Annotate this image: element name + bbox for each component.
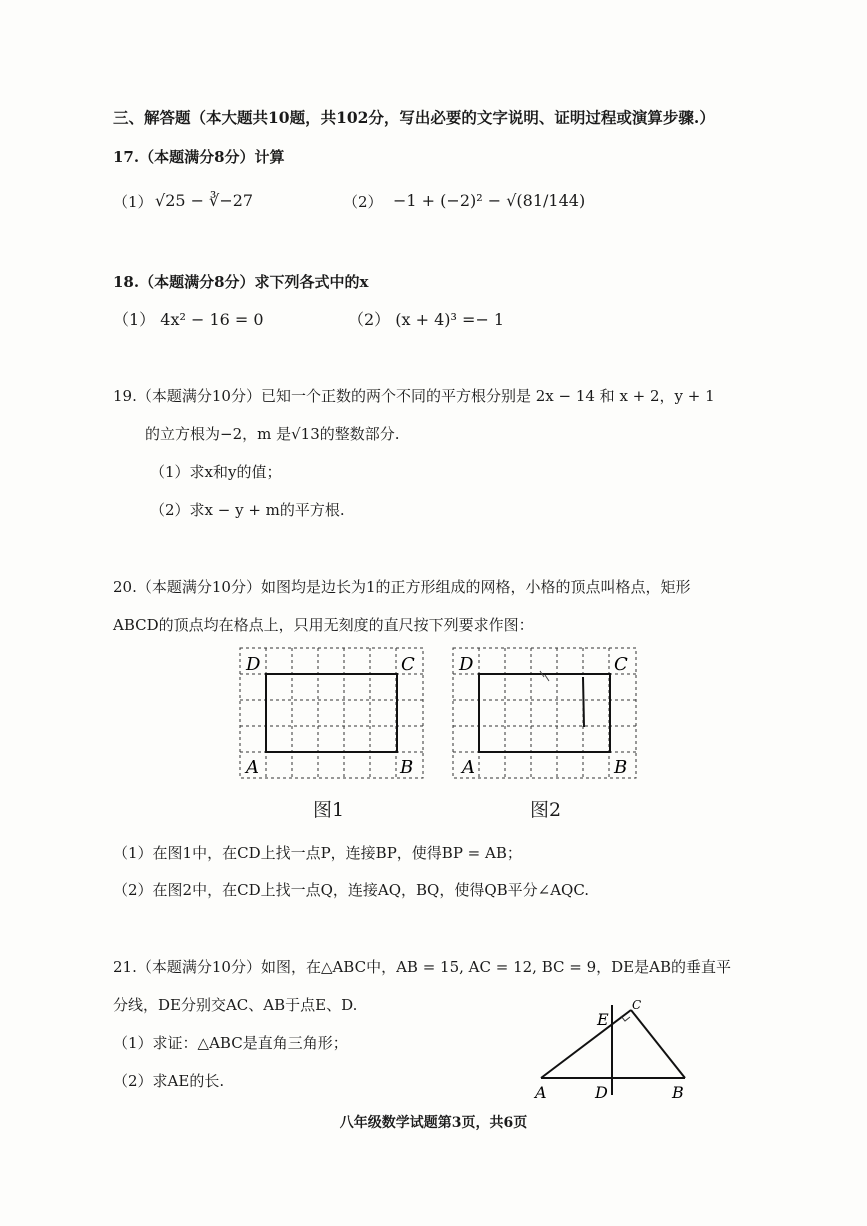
q17-part1-expression: √25 − ∛−27	[155, 191, 254, 210]
figure-1-label-A: A	[246, 757, 259, 778]
figure-2-label-B: B	[614, 757, 628, 778]
figure-1-rectangle	[266, 674, 397, 752]
q19-line1: 19.（本题满分10分）已知一个正数的两个不同的平方根分别是 2x − 14 和 x + 2，y + 1	[113, 387, 715, 405]
triangle-label-D: D	[595, 1083, 608, 1102]
triangle-label-B: B	[672, 1083, 684, 1102]
q17-part1-label: （1）	[113, 193, 153, 211]
q18-header: 18.（本题满分8分）求下列各式中的x	[113, 273, 369, 291]
figure-1-label-D: D	[246, 654, 261, 675]
section-heading: 三、解答题（本大题共10题，共102分，写出必要的文字说明、证明过程或演算步骤.）	[113, 108, 715, 127]
triangle-label-E: E	[597, 1010, 609, 1029]
figure-2-label-D: D	[459, 654, 474, 675]
figure-2-pencil-stroke	[583, 677, 584, 727]
q21-sub2: （2）求AE的长.	[113, 1072, 225, 1090]
figure-2-caption: 图2	[530, 799, 562, 821]
segment-CB	[631, 1010, 685, 1078]
q21-line2: 分线，DE分别交AC、AB于点E、D.	[113, 996, 358, 1014]
figure-2-label-A: A	[462, 757, 475, 778]
triangle-label-C: C	[632, 998, 642, 1012]
q20-sub2: （2）在图2中，在CD上找一点Q，连接AQ，BQ，使得QB平分∠AQC.	[113, 881, 590, 899]
q18-part1: （1） 4x² − 16 = 0	[113, 310, 264, 329]
segment-AC	[541, 1010, 631, 1078]
figure-2-pencil-mark	[540, 671, 549, 681]
q17-part2-expression: −1 + (−2)² − √(81/144)	[393, 191, 586, 210]
q20-sub1: （1）在图1中，在CD上找一点P，连接BP，使得BP = AB；	[113, 844, 522, 862]
q19-line2: 的立方根为−2，m 是√13的整数部分.	[145, 425, 400, 443]
figure-1-label-C: C	[401, 654, 415, 675]
figure-1-grid	[239, 647, 427, 782]
q21-line1: 21.（本题满分10分）如图，在△ABC中，AB = 15, AC = 12, BC = 9，DE是AB的垂直平	[113, 958, 731, 976]
q20-line1: 20.（本题满分10分）如图均是边长为1的正方形组成的网格，小格的顶点叫格点，矩形	[113, 578, 691, 596]
q19-sub1: （1）求x和y的值；	[150, 463, 282, 481]
q19-sub2: （2）求x − y + m的平方根.	[150, 501, 345, 519]
triangle-figure	[528, 995, 703, 1105]
triangle-label-A: A	[535, 1083, 547, 1102]
q21-sub1: （1）求证：△ABC是直角三角形；	[113, 1034, 348, 1052]
q20-line2: ABCD的顶点均在格点上，只用无刻度的直尺按下列要求作图：	[113, 616, 534, 634]
page-footer: 八年级数学试题第3页，共6页	[339, 1115, 528, 1131]
q18-part2: （2） (x + 4)³ =− 1	[348, 310, 505, 329]
figure-1-label-B: B	[400, 757, 414, 778]
figure-1-caption: 图1	[313, 799, 345, 821]
q17-header: 17.（本题满分8分）计算	[113, 148, 285, 166]
figure-2-label-C: C	[614, 654, 628, 675]
figure-2-rectangle	[479, 674, 610, 752]
q17-part2-label: （2）	[343, 193, 383, 211]
figure-2-grid	[452, 647, 640, 782]
